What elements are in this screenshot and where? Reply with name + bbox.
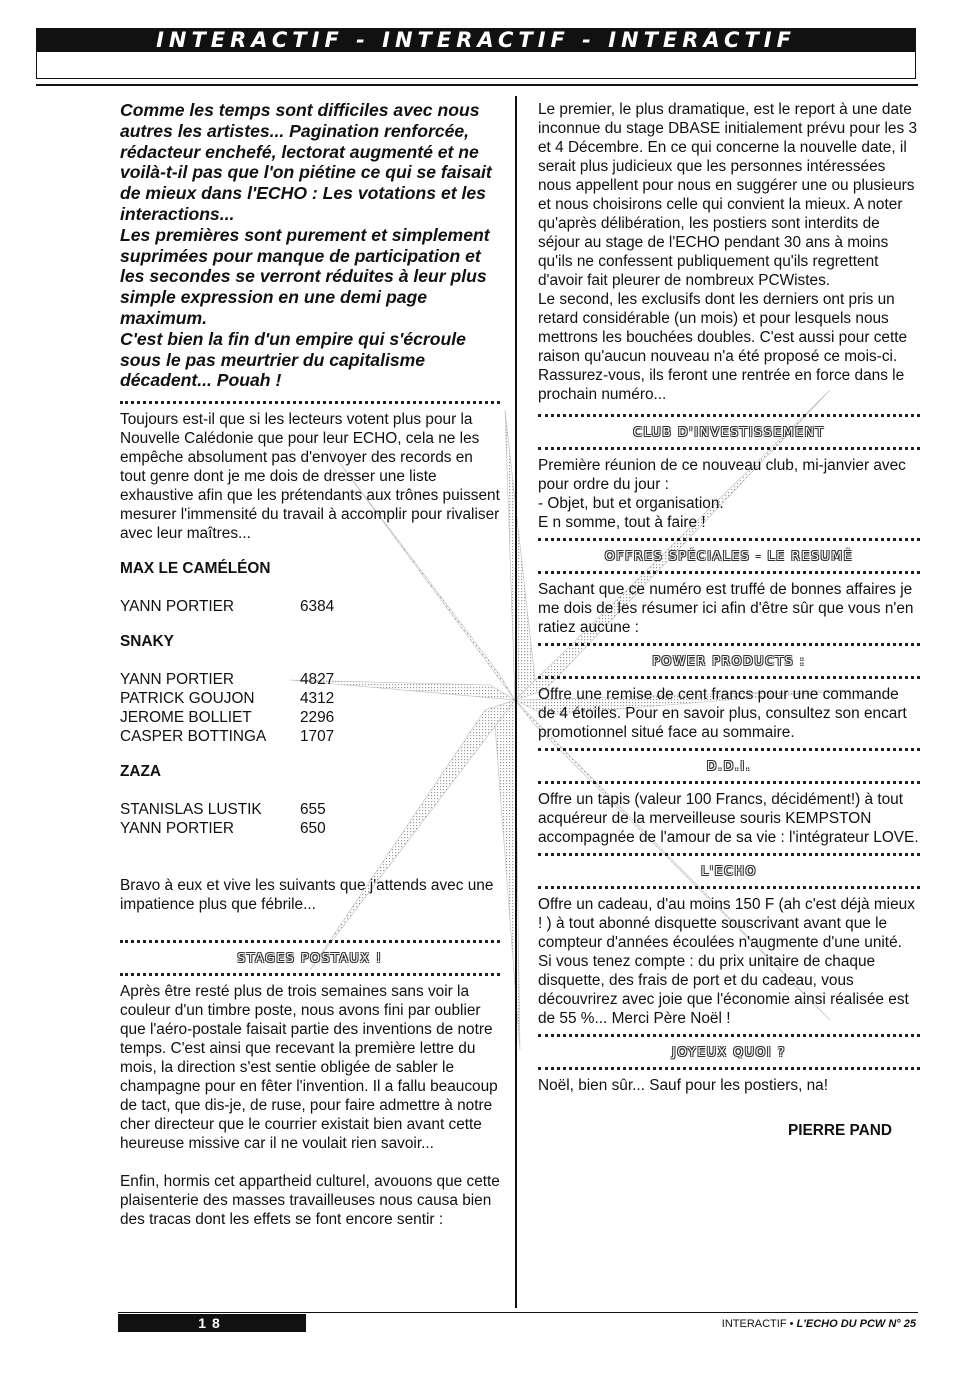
intro-text (120, 100, 500, 391)
records-paragraph: Toujours est-il que si les lecteurs votent plus pour la Nouvelle Calédonie que pour leur ECHO, cela ne les empêche absolument pas d'envoyer des records en tout genre dont je me dois de dresser une liste exhaustive afin que les prétendants aux trônes puissent mesurer l'immensité du travail à accomplir pour rivaliser avec leur maîtres... (120, 411, 500, 543)
section-heading-joyeux: JOYEUX QUOI ? (672, 1044, 786, 1059)
club-line: E n somme, tout à faire ! (538, 514, 706, 531)
footer-text (722, 1318, 916, 1330)
player-score: 6384 (300, 598, 335, 616)
bravo-paragraph: Bravo à eux et vive les suivants que j'attends avec une impatience plus que fébrile... (120, 877, 494, 914)
score-row (120, 689, 500, 708)
club-paragraph: Première réunion de ce nouveau club, mi-janvier avec pour ordre du jour : (538, 457, 906, 493)
intro-paragraph: Les premières sont purement et simplement suprimées pour manque de participation et les secondes se verront réduites à leur plus simple expression en une demi page maximum. (120, 224, 490, 328)
echo-paragraph: Offre un cadeau, d'au moins 150 F (ah c'est déjà mieux ! ) à tout abonné disquette souscrivant avant que le compteur d'années écoulées n'augmente d'une unité. (538, 896, 915, 951)
joyeux-paragraph: Noël, bien sûr... Sauf pour les postiers, na! (538, 1077, 829, 1094)
header-rule (36, 84, 918, 86)
section-heading-club: CLUB D'INVESTISSEMENT (633, 424, 825, 439)
dotted-separator (538, 1034, 920, 1037)
left-column (120, 100, 500, 1229)
footer-section: INTERACTIF • (721, 1318, 794, 1330)
section-heading-ddi: D.D.I. (706, 758, 752, 773)
dotted-separator (538, 571, 920, 574)
player-name: YANN PORTIER (120, 820, 235, 838)
dotted-separator (538, 748, 920, 751)
score-row (120, 819, 500, 838)
dotted-separator (538, 643, 920, 646)
dotted-separator (538, 538, 920, 541)
page-number: 18 (118, 1314, 306, 1332)
player-name: CASPER BOTTINGA (120, 728, 267, 746)
ddi-paragraph: Offre un tapis (valeur 100 Francs, décidément!) à tout acquéreur de la merveilleuse souris KEMPSTON accompagnée de l'amour de sa vie : l'intégrateur LOVE. (538, 791, 919, 846)
stages-paragraph: Après être resté plus de trois semaines sans voir la couleur d'un timbre poste, nous avons fini par oublier que l'aéro-postale faisait partie des inventions de notre temps. C'est ainsi que recevant la première lettre du mois, la direction s'est sentie obligée de sabler le champagne pour en fêter l'invention. Il a fallu beaucoup de tact, que dis-je, de ruse, pour faire admettre à notre cher directeur que le courrier existait bien avant cette heureuse missive car il ne voulait rien savoir... (120, 983, 498, 1153)
player-score: 4312 (300, 690, 335, 708)
dotted-separator (120, 401, 500, 404)
dotted-separator (538, 886, 920, 889)
player-name: YANN PORTIER (120, 671, 235, 689)
player-score: 2296 (300, 709, 335, 727)
score-row (120, 800, 500, 819)
player-score: 655 (300, 801, 326, 819)
game-title: MAX LE CAMÉLÉON (120, 560, 271, 578)
game-title: ZAZA (120, 763, 162, 781)
player-name: JEROME BOLLIET (120, 709, 252, 727)
column-divider (515, 96, 517, 1308)
section-heading-stages: STAGES POSTAUX ! (237, 950, 383, 966)
footer-magazine: L'ECHO DU PCW N° 25 (796, 1318, 916, 1330)
echo-paragraph: Si vous tenez compte : du prix unitaire de chaque disquette, des frais de port et du cadeau, vous découvrirez avec joie que l'économie ainsi réalisée est de 55 %... Merci Père Noël ! (538, 953, 909, 1027)
power-paragraph: Offre une remise de cent francs pour une commande de 4 étoiles. Pour en savoir plus, consultez son encart promotionnel situé face au sommaire. (538, 686, 907, 741)
dotted-separator (538, 414, 920, 417)
intro-paragraph: Comme les temps sont difficiles avec nous autres les artistes... Pagination renforcée, rédacteur enchefé, lectorat augmenté et ne voilà-t-il pas que l'on piétine ce qui se faisait de mieux dans l'ECHO : Les votations et les interactions... (120, 100, 492, 224)
dotted-separator (538, 781, 920, 784)
author-signature: PIERRE PAND (787, 1122, 892, 1139)
player-score: 4827 (300, 671, 335, 689)
game-title: SNAKY (120, 633, 174, 651)
dotted-separator (120, 940, 500, 943)
dotted-separator (538, 1067, 920, 1070)
score-row (120, 597, 500, 616)
page-banner: INTERACTIF - INTERACTIF - INTERACTIF (36, 28, 916, 52)
banner-box (36, 52, 916, 79)
section-heading-offres: OFFRES SPÉCIALES - LE RESUMÉ (604, 548, 854, 563)
player-name: STANISLAS LUSTIK (120, 801, 262, 819)
score-row (120, 727, 500, 746)
body-paragraph: Le second, les exclusifs dont les derniers ont pris un retard considérable (un mois) et pour lesquels nous mettrons les bouchées doubles. C'est aussi pour cette raison qu'aucun nouveau n'a été proposé ce mois-ci. Rassurez-vous, ils feront une rentrée en force dans le prochain numéro... (538, 291, 908, 403)
player-name: YANN PORTIER (120, 598, 235, 616)
score-row (120, 708, 500, 727)
player-name: PATRICK GOUJON (120, 690, 255, 708)
section-heading-echo: L'ECHO (701, 863, 757, 878)
section-heading-power: POWER PRODUCTS : (652, 653, 806, 668)
dotted-separator (538, 853, 920, 856)
player-score: 650 (300, 820, 326, 838)
dotted-separator (538, 676, 920, 679)
offres-paragraph: Sachant que ce numéro est truffé de bonnes affaires je me dois de les résumer ici afin d'être sûr que vous n'en ratiez aucune : (538, 581, 914, 636)
footer-rule (118, 1312, 918, 1313)
body-paragraph: Le premier, le plus dramatique, est le report à une date inconnue du stage DBASE initialement prévu pour les 3 et 4 Décembre. En ce qui concerne la nouvelle date, il serait plus judicieux que les personnes intéressées nous appellent pour nous en suggérer une ou plusieurs et nous choisirons celle qui convient la mieux. A noter qu'après délibération, les postiers sont interdits de séjour au stage de l'ECHO pendant 30 ans à moins qu'ils ne confessent publiquement qu'ils regrettent d'avoir fait pleurer de nombreux PCWistes. (538, 101, 918, 289)
stages-paragraph: Enfin, hormis cet appartheid culturel, avouons que cette plaisenterie des masses travailleuses nous causa bien des tracas dont les effets se font encore sentir : (120, 1173, 500, 1229)
dotted-separator (538, 447, 920, 450)
club-line: - Objet, but et organisation. (538, 495, 724, 512)
intro-paragraph: C'est bien la fin d'un empire qui s'écroule sous le pas meurtrier du capitalisme décadent... Pouah ! (120, 328, 466, 391)
right-column (538, 100, 920, 1140)
score-row (120, 670, 500, 689)
player-score: 1707 (300, 728, 335, 746)
dotted-separator (120, 973, 500, 976)
